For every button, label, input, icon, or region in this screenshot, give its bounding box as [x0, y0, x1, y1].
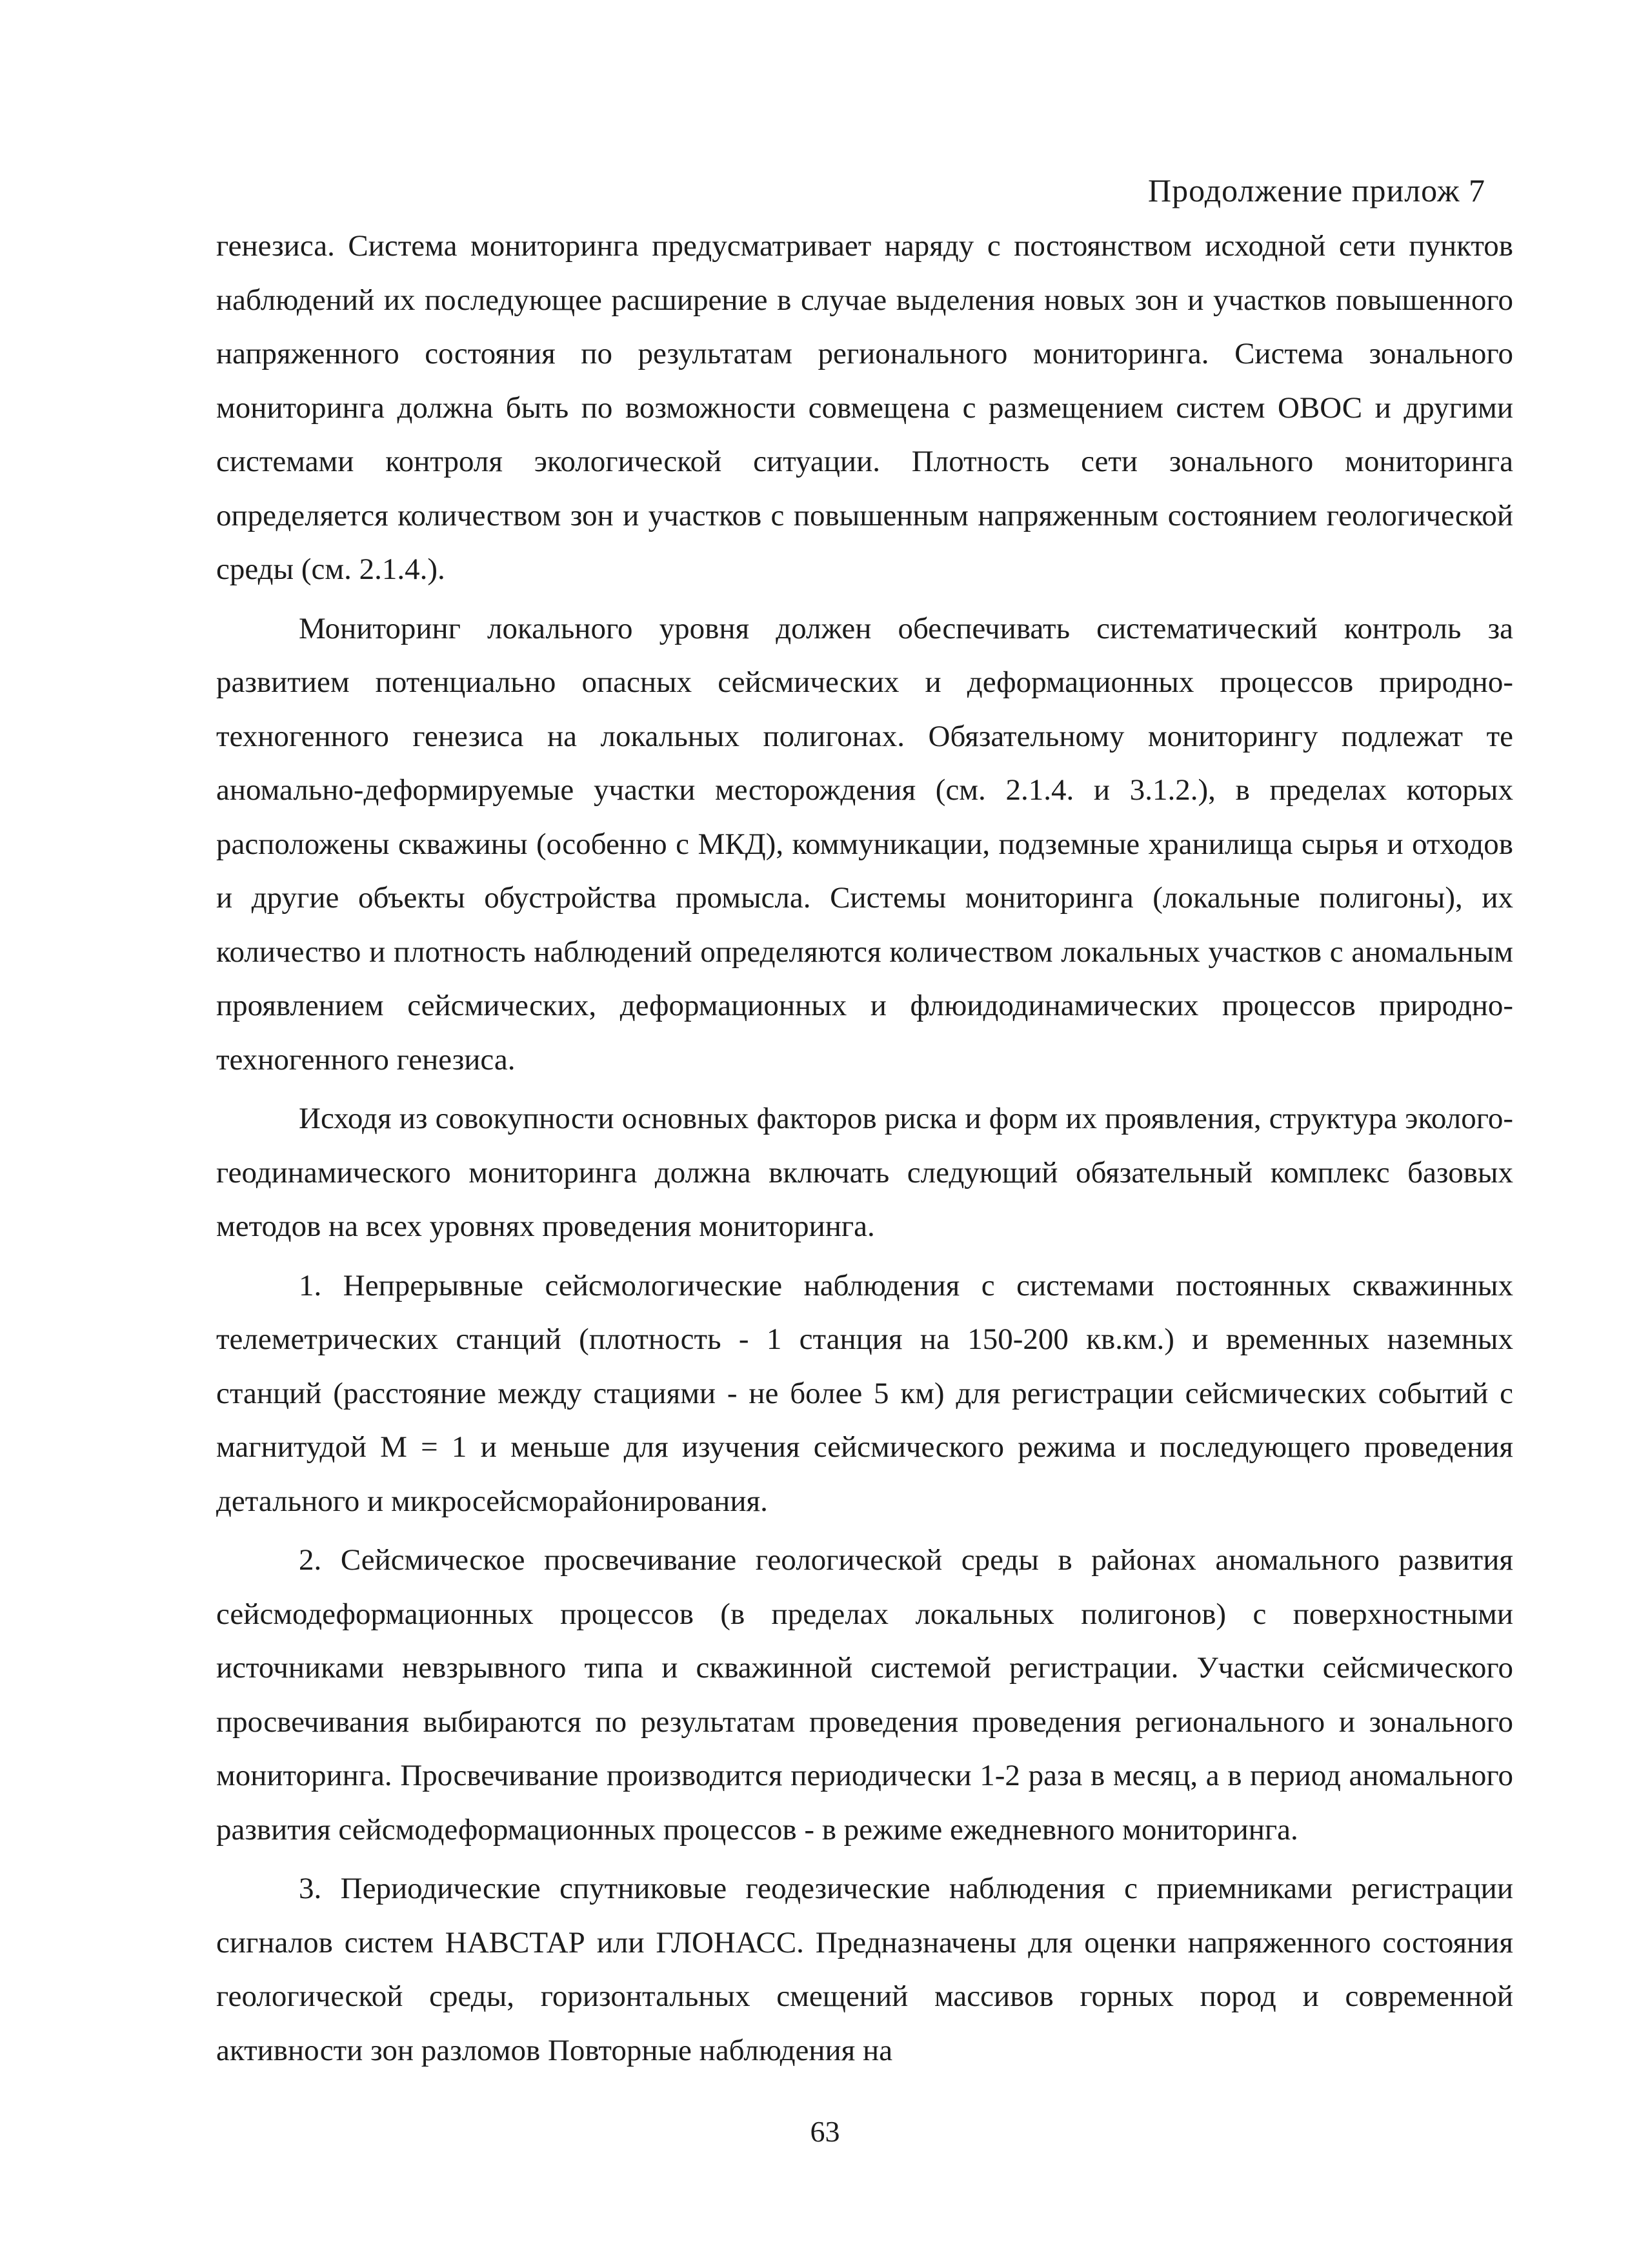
paragraph-local-monitoring: Мониторинг локального уровня должен обеспечивать систематический контроль за развитием потенциально опасных сейсмических и деформационных процессов природно-техногенного генезиса на локальных полигонах. Обязательному мониторингу подлежат те аномально-деформируемые участки месторождения (см. 2.1.4. и 3.1.2.), в пределах которых расположены скважины (особенно с МКД), коммуникации, подземные хранилища сырья и отходов и другие объекты обустройства промысла. Системы мониторинга (локальные полигоны), их количество и плотность наблюдений определяются количеством локальных участков с аномальным проявлением сейсмических, деформационных и флюидодинамических процессов природно-техногенного генезиса. — [216, 611, 1513, 1077]
paragraph-base-methods-intro: Исходя из совокупности основных факторов риска и форм их проявления, структура эколого-геодинамического мониторинга должна включать следующий обязательный комплекс базовых методов на всех уровнях проведения мониторинга. — [216, 1102, 1513, 1243]
paragraph-zonal-monitoring: генезиса. Система мониторинга предусматривает наряду с постоянством исходной сети пунктов наблюдений их последующее расширение в случае выделения новых зон и участков повышенного напряженного состояния по результатам регионального мониторинга. Система зонального мониторинга должна быть по возможности совмещена с размещением систем ОВОС и другими системами контроля экологической ситуации. Плотность сети зонального мониторинга определяется количеством зон и участков с повышенным напряженным состоянием геологической среды (см. 2.1.4.). — [216, 229, 1513, 586]
paragraph-method-3-satellite-geodesy: 3. Периодические спутниковые геодезические наблюдения с приемниками регистрации сигналов систем НАВСТАР или ГЛОНАСС. Предназначены для оценки напряженного состояния геологической среды, горизонтальных смещений массивов горных пород и современной активности зон разломов Повторные наблюдения на — [216, 1872, 1513, 2067]
body-text — [216, 219, 1513, 2078]
page-number: 63 — [810, 2115, 840, 2148]
appendix-continuation-header: Продолжение прилож 7 — [1148, 172, 1485, 208]
paragraph-method-2-seismic-sounding: 2. Сейсмическое просвечивание геологической среды в районах аномального развития сейсмодеформационных процессов (в пределах локальных полигонов) с поверхностными источниками невзрывного типа и скважинной системой регистрации. Участки сейсмического просвечивания выбираются по результатам проведения проведения регионального и зонального мониторинга. Просвечивание производится периодически 1-2 раза в месяц, а в период аномального развития сейсмодеформационных процессов - в режиме ежедневного мониторинга. — [216, 1543, 1513, 1847]
paragraph-method-1-seismology: 1. Непрерывные сейсмологические наблюдения с системами постоянных скважинных телеметрических станций (плотность - 1 станция на 150-200 кв.км.) и временных наземных станций (расстояние между стациями - не более 5 км) для регистрации сейсмических событий с магнитудой М = 1 и меньше для изучения сейсмического режима и последующего проведения детального и микросейсморайонирования. — [216, 1268, 1513, 1518]
